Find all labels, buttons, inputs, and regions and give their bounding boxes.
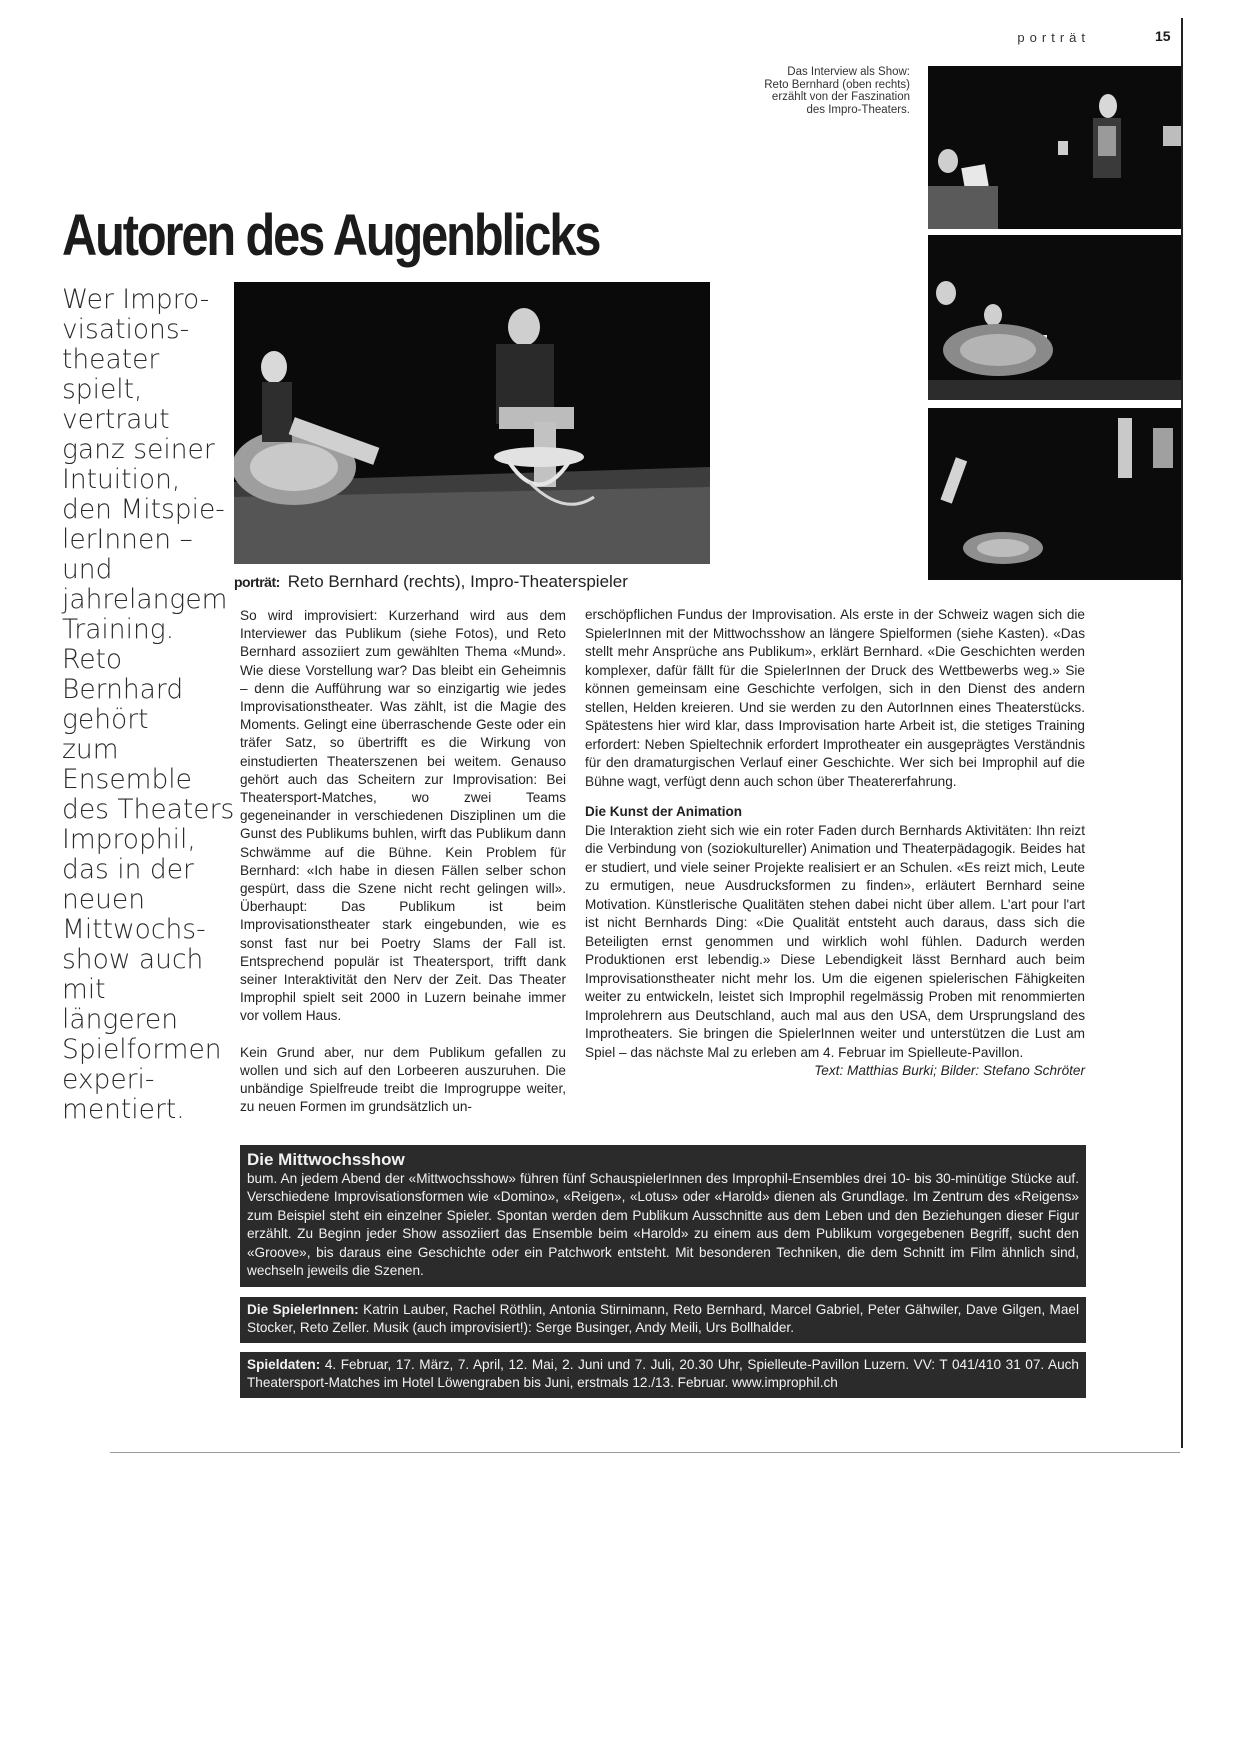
caption-label: porträt: [234, 574, 280, 590]
lead-line: vertraut [62, 404, 170, 435]
page-number: 15 [1155, 28, 1171, 44]
lead-line: Ensemble [62, 764, 192, 795]
box-text: 4. Februar, 17. März, 7. April, 12. Mai, 2. Juni und 7. Juli, 20.30 Uhr, Spielleute-Pavillon Luzern. VV: T 041/410 31 07. Auch Theatersport-Matches im Hotel Löwengraben bis Juni, erstmals 12./13. Februar. www.improphil.ch [247, 1357, 1079, 1391]
lead-line: Bernhard [62, 674, 184, 705]
stage-photo-3 [928, 408, 1181, 580]
lead-line: Wer Impro- [62, 284, 210, 315]
lead-line: Mittwochs- [62, 914, 206, 945]
lead-line: spielt, [62, 374, 143, 405]
main-stage-photo [234, 282, 710, 564]
lead-line: Improphil, [62, 824, 196, 855]
lead-line: und [62, 554, 113, 585]
photo-strip-caption: Das Interview als Show: Reto Bernhard (oben rechts) erzählt von der Faszination des Impro-Theaters. [764, 66, 910, 116]
lead-line: visations- [62, 314, 190, 345]
lead-line: show auch [62, 944, 204, 975]
author-credit: Text: Matthias Burki; Bilder: Stefano Schröter [814, 1063, 1085, 1078]
info-box-dates [240, 1352, 1086, 1398]
article-lead [62, 285, 237, 1125]
caption-text: Reto Bernhard (rechts), Impro-Theaterspieler [287, 572, 628, 591]
page-border-bottom [110, 1452, 1180, 1453]
lead-line: zum [62, 734, 119, 765]
lead-line: lerInnen – [62, 524, 193, 555]
box-label: Spieldaten: [247, 1357, 321, 1372]
lead-line: Spielformen [62, 1034, 222, 1065]
lead-line: den Mitspie- [62, 494, 225, 525]
lead-line: Reto [62, 644, 123, 675]
info-box-players [240, 1297, 1086, 1343]
paragraph: So wird improvisiert: Kurzerhand wird aus dem Interviewer das Publikum (siehe Fotos), und Reto Bernhard assoziiert zum gewählten Thema «Mund». Wie diese Vorstellung war? Das bleibt ein Geheimnis – denn die Aufführung war so einzigartig wie jedes Improvisationstheater. Was zählt, ist die Magie des Moments. Gelingt eine überraschende Geste oder ein träfer Satz, so übertrifft es die Wirkung von einstudierten Theaterszenen bei weitem. Genauso gehört auch das Scheitern zur Improvisation: Bei Theatersport-Matches, wo zwei Teams gegeneinander in verschiedenen Disziplinen um die Gunst des Publikums buhlen, wirft das Publikum dann Schwämme auf die Bühne. Kein Problem für Bernhard: «Ich habe in diesen Fällen selber schon gespürt, dass die Szene nicht recht gelingen will». Überhaupt: Das Publikum ist beim Improvisationstheater stark eingebunden, wie es sonst fast nur bei Poetry Slams der Fall ist. Entsprechend populär ist Theatersport, trifft dank seiner Interaktivität den Nerv der Zeit. Das Theater Improphil spielt seit 2000 in Luzern beinahe immer vor vollem Haus. [240, 608, 566, 1024]
section-label: porträt [1017, 30, 1090, 45]
box-text: bum. An jedem Abend der «Mittwochsshow» führen fünf SchauspielerInnen des Improphil-Ensembles drei 10- bis 30-minütige Stücke auf. Verschiedene Improvisationsformen wie «Domino», «Reigen», «Lotus» oder «Harold» dienen als Grundlage. Im Zentrum des «Reigens» zum Beispiel steht ein einzelner Spieler. Spontan werden dem Publikum Ausschnitte aus dem Leben und den Beziehungen dieser Figur erzählt. Zu Beginn jeder Show assoziiert das Ensemble beim «Harold» zu einem aus dem Publikum vorgegebenen Begriff, sucht den «Groove», bis daraus eine Geschichte oder ein Patchwork entsteht. Mit besonderen Techniken, die dem Schnitt im Film ähnlich sind, wechseln jeweils die Szenen. [247, 1171, 1079, 1279]
paragraph: Kein Grund aber, nur dem Publikum gefallen zu wollen und sich auf den Lorbeeren auszuruhen. Die unbändige Spielfreude treibt die Improgruppe weiter, zu neuen Formen im grundsätzlich un- [240, 1044, 566, 1115]
lead-line: das in der [62, 854, 194, 885]
stage-photo-2 [928, 235, 1181, 400]
box-label: Die SpielerInnen: [247, 1302, 359, 1317]
box-text: Katrin Lauber, Rachel Röthlin, Antonia Stirnimann, Reto Bernhard, Marcel Gabriel, Peter Gähwiler, Dave Gilgen, Mael Stocker, Reto Zeller. Musik (auch improvisiert!): Serge Businger, Andy Meili, Urs Bollhalder. [247, 1302, 1079, 1336]
info-box-mittwochsshow [240, 1145, 1086, 1287]
lead-line: jahrelangem [62, 584, 228, 615]
lead-line: mit [62, 974, 106, 1005]
lead-line: experi- [62, 1064, 155, 1095]
box-title: Die Mittwochsshow [247, 1150, 405, 1169]
lead-line: längeren [62, 1004, 179, 1035]
stage-photo-1 [928, 66, 1181, 229]
page-border-right [1181, 18, 1183, 1448]
main-photo-caption [234, 572, 628, 592]
lead-line: gehört [62, 704, 149, 735]
lead-line: ganz seiner [62, 434, 215, 465]
lead-line: neuen [62, 884, 145, 915]
lead-line: des Theaters [62, 794, 235, 825]
lead-line: mentiert. [62, 1094, 185, 1125]
lead-line: Intuition, [62, 464, 181, 495]
article-column-1 [240, 607, 566, 1134]
article-column-2 [585, 606, 1085, 1081]
lead-line: Training. [62, 614, 175, 645]
article-title: Autoren des Augenblicks [62, 203, 600, 268]
paragraph: Die Interaktion zieht sich wie ein roter Faden durch Bernhards Aktivitäten: Ihn reizt die Verbindung von (soziokultureller) Animation und Theaterpädagogik. Beides hat er studiert, und viele seiner Projekte realisiert er an Schulen. «Es reizt mich, Leute zu ermutigen, neue Ausdrucksformen zu finden», erläutert Bernhard seine Motivation. Künstlerische Qualitäten stehen dabei nicht über allem. L'art pour l'art ist nicht Bernhards Ding: «Die Qualität entsteht auch daraus, dass sich die Beteiligten ernst genommen und wirklich wohl fühlen. Dadurch werden Produktionen erst lebendig.» Diese Lebendigkeit lässt Bernhard auch beim Improvisationstheater nicht mehr los. Um die eigenen spielerischen Fähigkeiten weiter zu entwickeln, leistet sich Improphil regelmässig Proben mit renommierten Improlehrern aus Deutschland, auch mal aus den USA, dem Ursprungsland des Improtheaters. Sie bringen die SpielerInnen weiter und unterstützen die Lust am Spiel – das nächste Mal zu erleben am 4. Februar im Spielleute-Pavillon. [585, 822, 1085, 1060]
paragraph: erschöpflichen Fundus der Improvisation. Als erste in der Schweiz wagen sich die SpielerInnen mit der Mittwochsshow an längere Spielformen (siehe Kasten). «Das stellt mehr Ansprüche ans Publikum», erklärt Bernhard. «Die Geschichten werden komplexer, dafür fällt für die SpielerInnen der Druck des Wettbewerbs weg.» Sie können gemeinsam eine Geschichte verfolgen, sich in den Dienst des andern stellen, Helden kreieren. Und sie werden zu den AutorInnen eines Theaterstücks. Spätestens hier wird klar, dass Improvisation harte Arbeit ist, die stetiges Training erfordert: Neben Spieltechnik erfordert Improtheater ein ausgeprägtes Verständnis für den dramaturgischen Verlauf einer Geschichte. Wer sich bei Improphil auf die Bühne wagt, verfügt denn auch schon über Theatererfahrung. [585, 607, 1085, 789]
subheading: Die Kunst der Animation [585, 804, 743, 819]
lead-line: theater [62, 344, 160, 375]
